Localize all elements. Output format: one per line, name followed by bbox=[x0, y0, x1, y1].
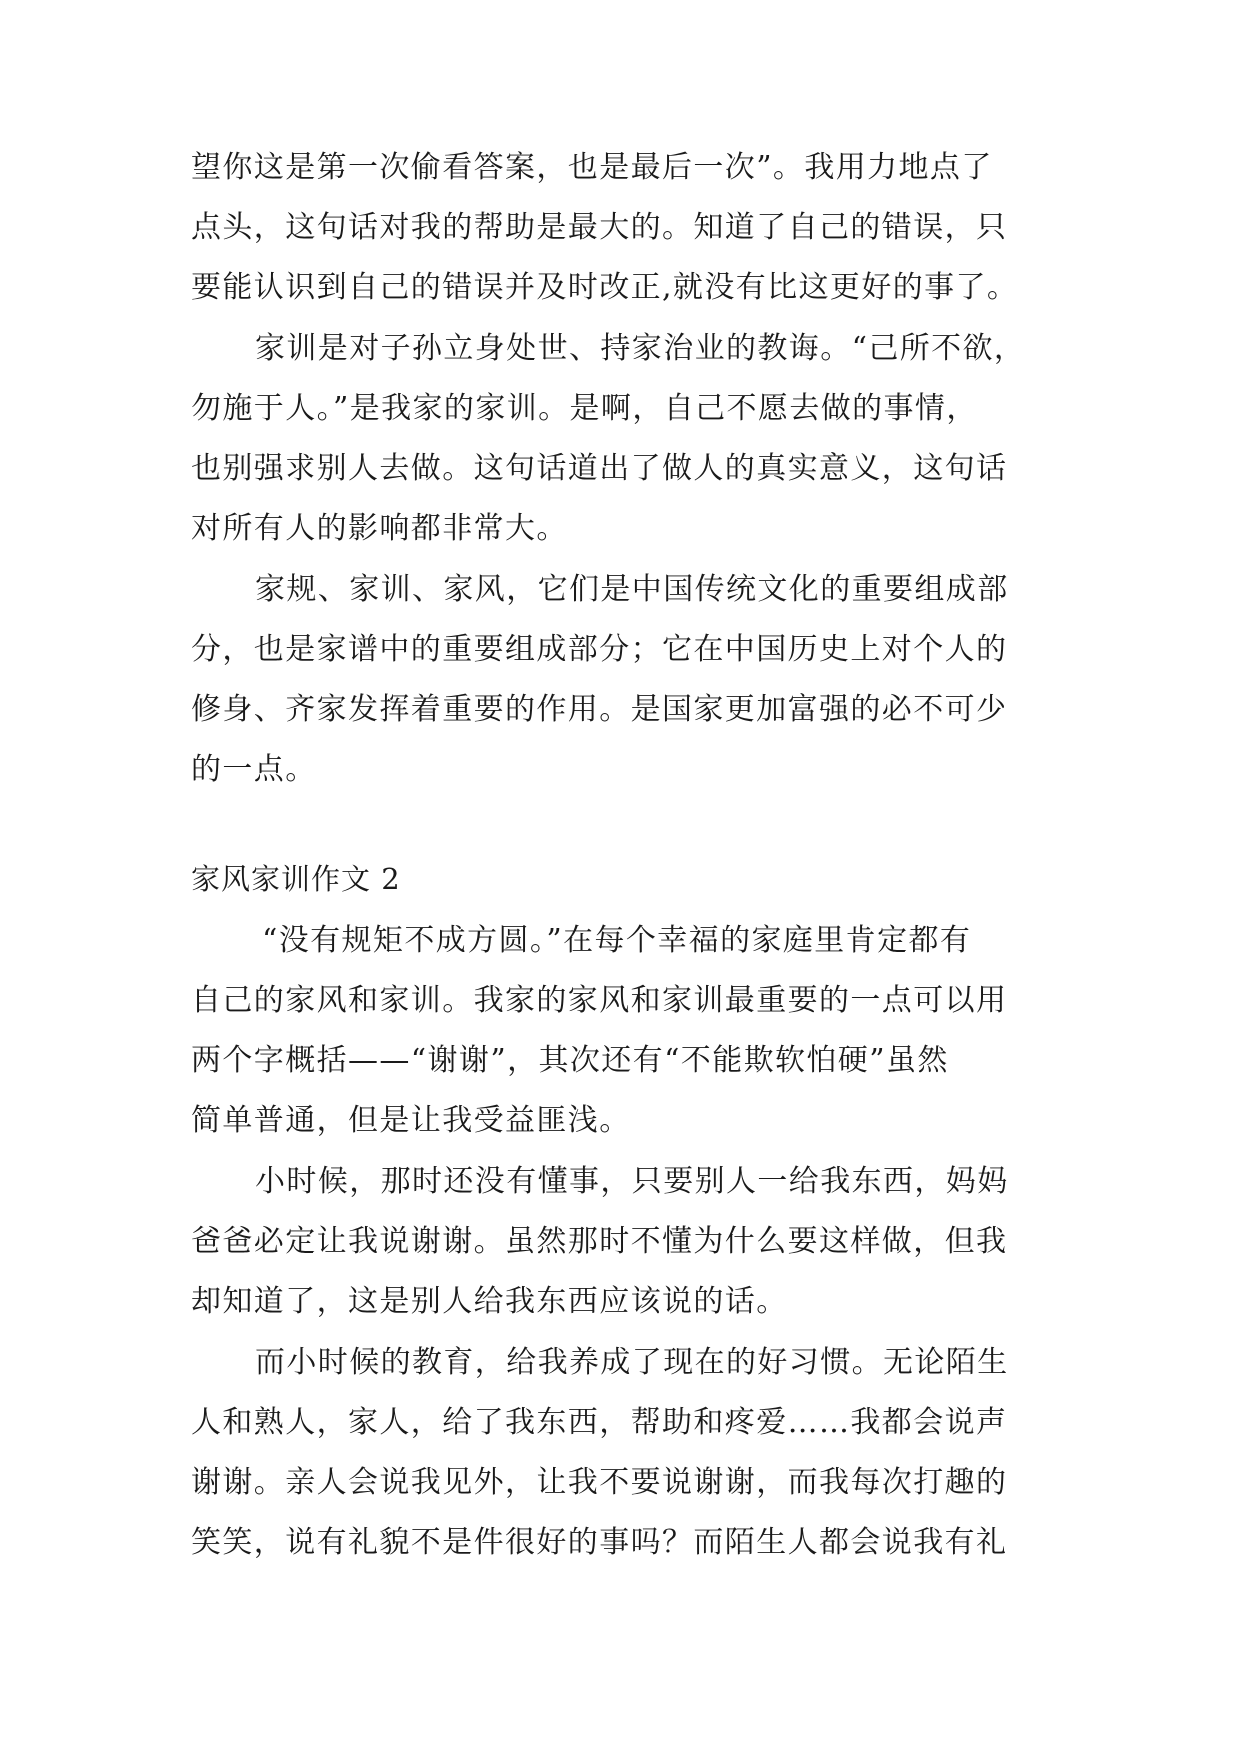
paragraph-line: “没有规矩不成方圆。”在每个幸福的家庭里肯定都有 bbox=[262, 923, 972, 958]
paragraph-line: 分，也是家谱中的重要组成部分；它在中国历史上对个人的 bbox=[191, 632, 1008, 667]
paragraph-line: 却知道了，这是别人给我东西应该说的话。 bbox=[191, 1284, 788, 1319]
paragraph-line: 自己的家风和家训。我家的家风和家训最重要的一点可以用 bbox=[191, 983, 1008, 1018]
paragraph-line: 点头，这句话对我的帮助是最大的。知道了自己的错误，只 bbox=[191, 210, 1008, 245]
paragraph-line: 家规、家训、家风，它们是中国传统文化的重要组成部 bbox=[255, 572, 1009, 607]
paragraph-line: 简单普通，但是让我受益匪浅。 bbox=[191, 1103, 631, 1138]
paragraph-line: 而小时候的教育，给我养成了现在的好习惯。无论陌生 bbox=[255, 1345, 1009, 1380]
paragraph-line: 的一点。 bbox=[191, 752, 317, 787]
paragraph-line: 笑笑，说有礼貌不是件很好的事吗？而陌生人都会说我有礼 bbox=[191, 1525, 1008, 1560]
paragraph-line: 对所有人的影响都非常大。 bbox=[191, 511, 568, 546]
paragraph-line: 也别强求别人去做。这句话道出了做人的真实意义，这句话 bbox=[191, 451, 1008, 486]
paragraph-line: 小时候，那时还没有懂事，只要别人一给我东西，妈妈 bbox=[255, 1164, 1009, 1199]
paragraph-line: 勿施于人。”是我家的家训。是啊，自己不愿去做的事情， bbox=[191, 391, 978, 426]
paragraph-line: 爸爸必定让我说谢谢。虽然那时不懂为什么要这样做，但我 bbox=[191, 1224, 1008, 1259]
paragraph-line: 望你这是第一次偷看答案，也是最后一次”。我用力地点了 bbox=[191, 150, 993, 185]
paragraph-line: 要能认识到自己的错误并及时改正,就没有比这更好的事了。 bbox=[191, 270, 1019, 305]
section-title: 家风家训作文 2 bbox=[191, 862, 401, 896]
paragraph-line: 两个字概括——“谢谢”，其次还有“不能欺软怕硬”虽然 bbox=[191, 1043, 949, 1078]
paragraph-line: 谢谢。亲人会说我见外，让我不要说谢谢，而我每次打趣的 bbox=[191, 1465, 1008, 1500]
paragraph-line: 人和熟人，家人，给了我东西，帮助和疼爱……我都会说声 bbox=[191, 1405, 1008, 1440]
paragraph-line: 修身、齐家发挥着重要的作用。是国家更加富强的必不可少 bbox=[191, 692, 1008, 727]
paragraph-line: 家训是对子孙立身处世、持家治业的教诲。“己所不欲， bbox=[255, 331, 1026, 366]
